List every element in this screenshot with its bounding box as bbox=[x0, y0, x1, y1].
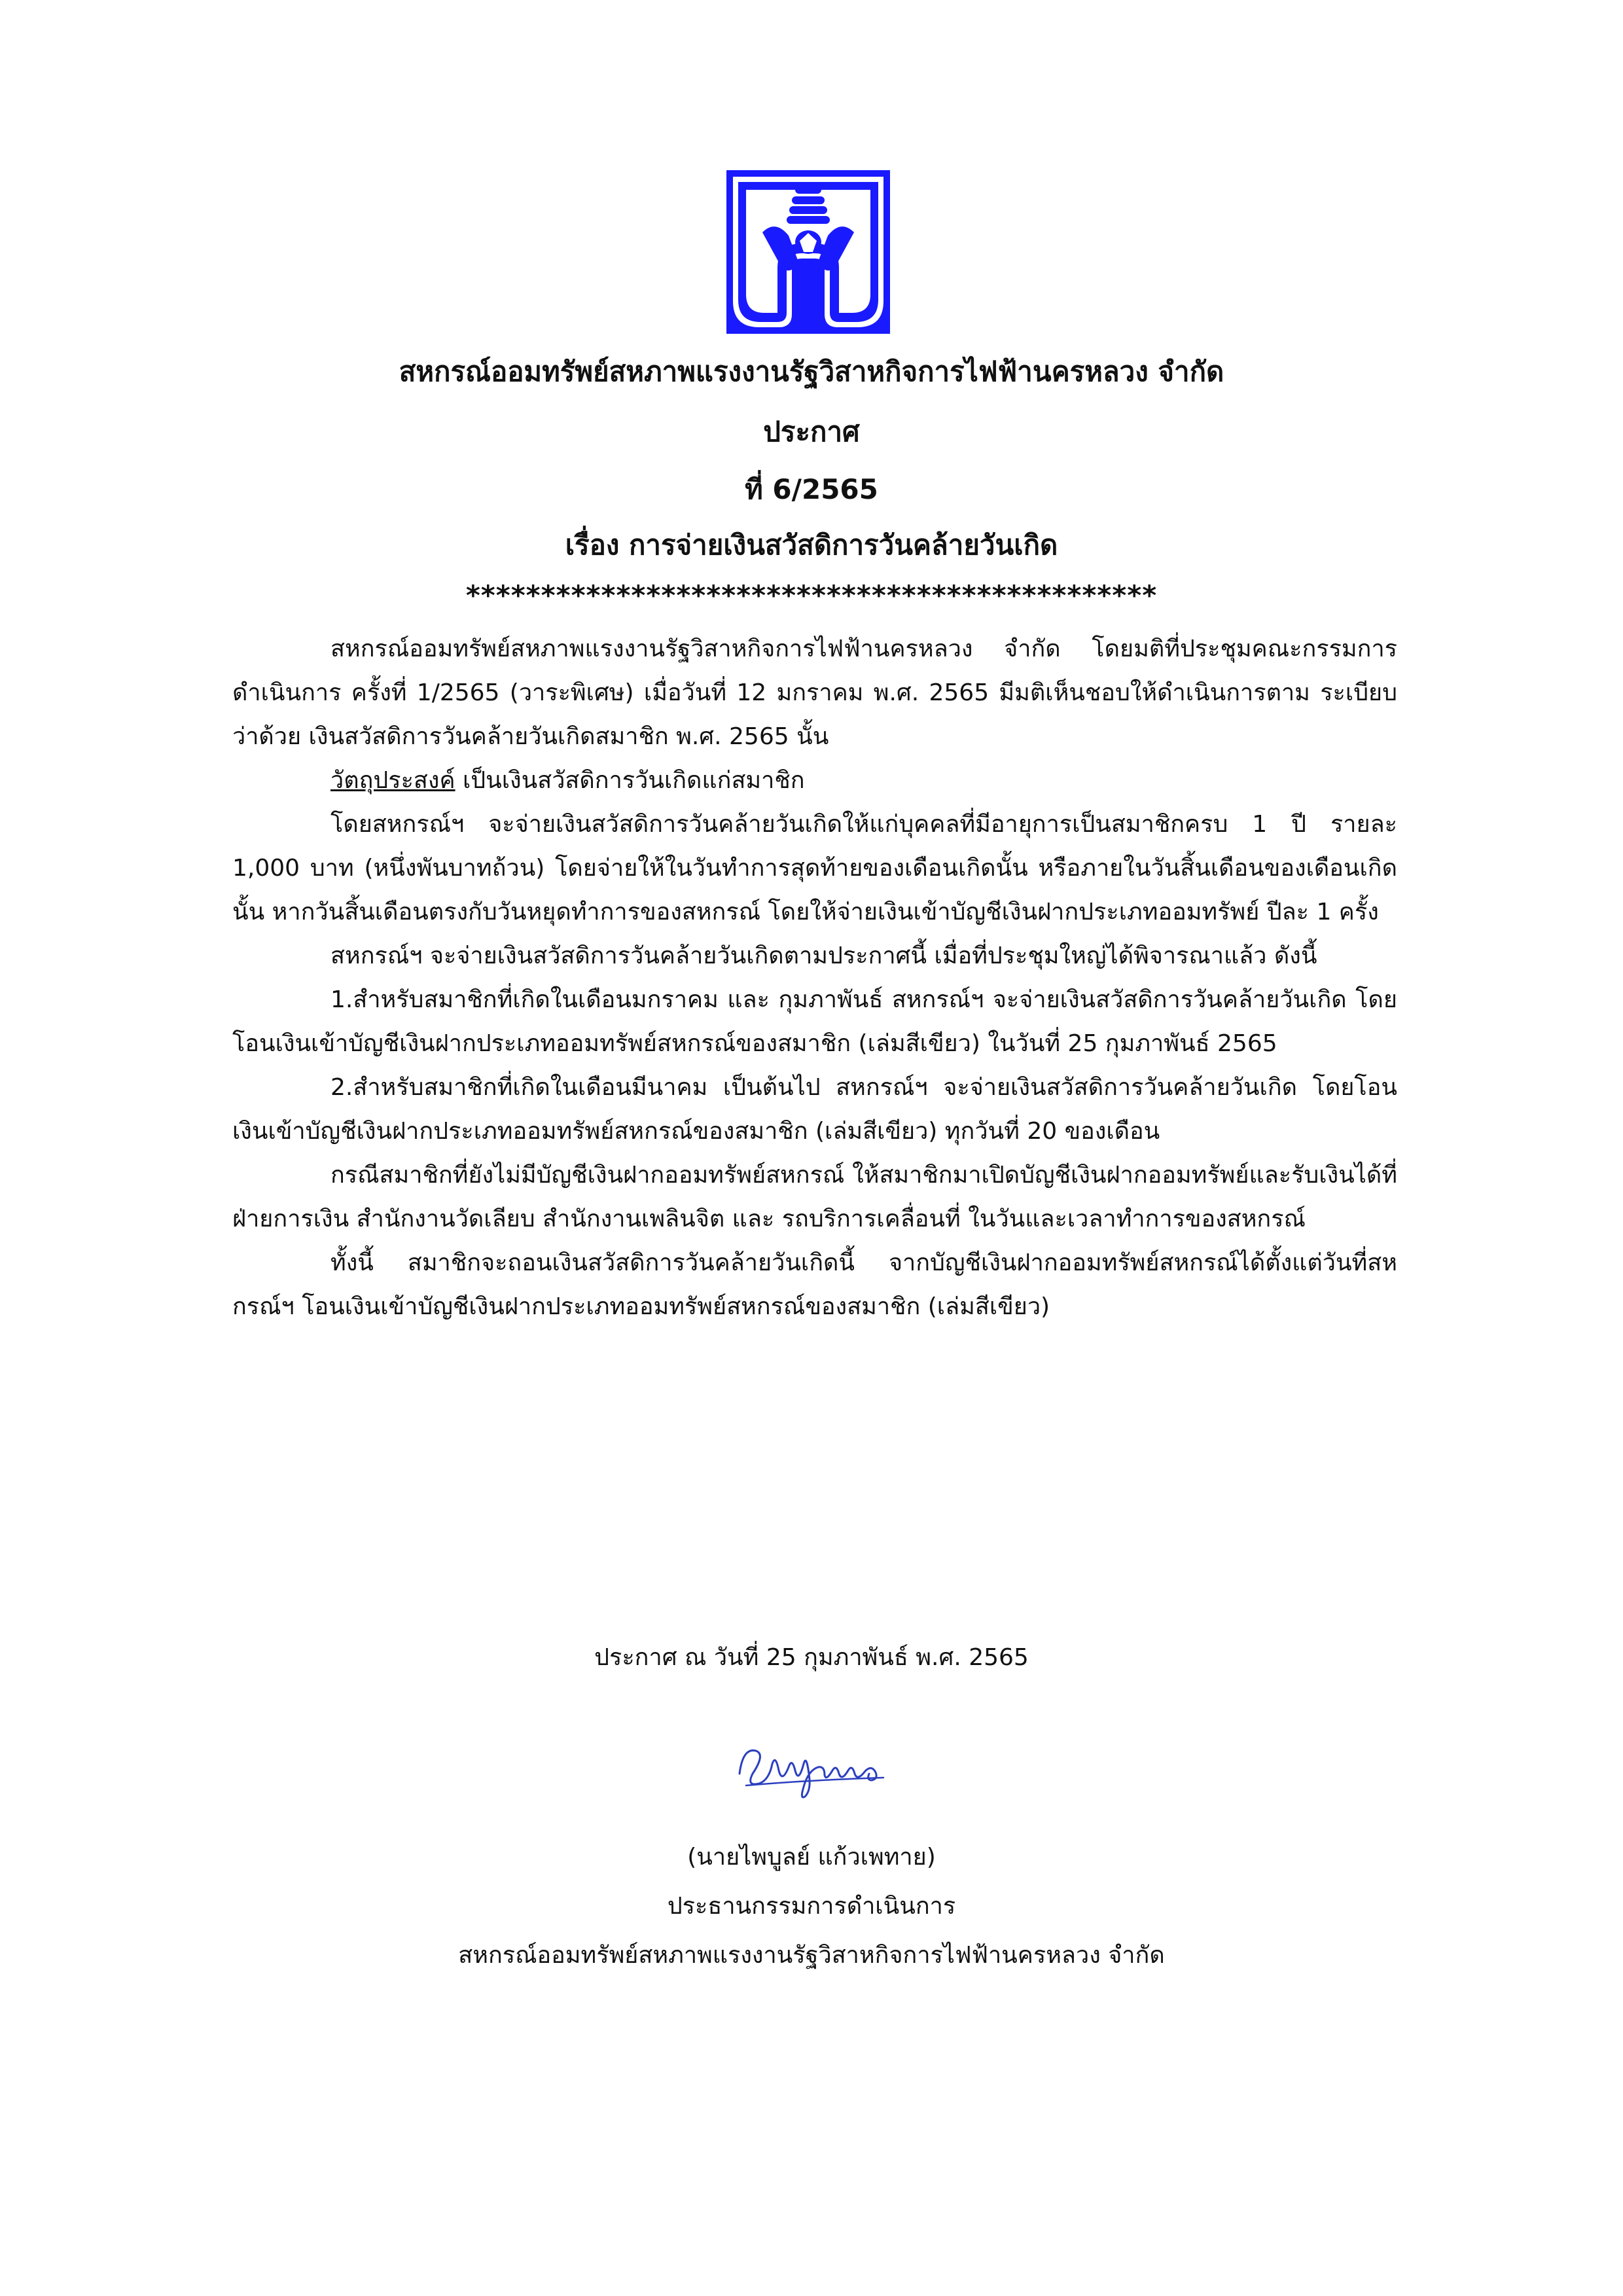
schedule-item-1: 1.สำหรับสมาชิกที่เกิดในเดือนมกราคม และ กุมภาพันธ์ สหกรณ์ฯ จะจ่ายเงินสวัสดิการวันคล้ายวันเกิด โดยโอนเงินเข้าบัญชีเงินฝากประเภทออมทรัพย์สหกรณ์ของสมาชิก (เล่มสีเขียว) ในวันที่ 25 กุมภาพันธ์ 2565 bbox=[232, 986, 1397, 1057]
announcement-body bbox=[232, 627, 1397, 1329]
objective-text: เป็นเงินสวัสดิการวันเกิดแก่สมาชิก bbox=[455, 767, 805, 794]
schedule-item-2: 2.สำหรับสมาชิกที่เกิดในเดือนมีนาคม เป็นต้นไป สหกรณ์ฯ จะจ่ายเงินสวัสดิการวันคล้ายวันเกิด โดยโอนเงินเข้าบัญชีเงินฝากประเภทออมทรัพย์สหกรณ์ของสมาชิก (เล่มสีเขียว) ทุกวันที่ 20 ของเดือน bbox=[232, 1074, 1397, 1145]
payment-paragraph: โดยสหกรณ์ฯ จะจ่ายเงินสวัสดิการวันคล้ายวันเกิดให้แก่บุคคลที่มีอายุการเป็นสมาชิกครบ 1 ปี รายละ 1,000 บาท (หนึ่งพันบาทถ้วน) โดยจ่ายให้ในวันทำการสุดท้ายของเดือนเกิดนั้น หรือภายในวันสิ้นเดือนของเดือนเกิดนั้น หากวันสิ้นเดือนตรงกับวันหยุดทำการของสหกรณ์ โดยให้จ่ายเงินเข้าบัญชีเงินฝากประเภทออมทรัพย์ ปีละ 1 ครั้ง bbox=[232, 811, 1397, 925]
announcement-number: ที่ 6/2565 bbox=[745, 473, 878, 505]
cooperative-logo-icon bbox=[726, 170, 890, 334]
signer-title: ประธานกรรมการดำเนินการ bbox=[667, 1893, 956, 1920]
cooperative-logo bbox=[726, 170, 890, 334]
announcement-title: ประกาศ bbox=[763, 416, 860, 448]
separator-line: ********************************************** bbox=[465, 579, 1158, 611]
no-account-paragraph: กรณีสมาชิกที่ยังไม่มีบัญชีเงินฝากออมทรัพย์สหกรณ์ ให้สมาชิกมาเปิดบัญชีเงินฝากออมทรัพย์และรับเงินได้ที่ฝ่ายการเงิน สำนักงานวัดเลียบ สำนักงานเพลินจิต และ รถบริการเคลื่อนที่ ในวันและเวลาทำการของสหกรณ์ bbox=[232, 1162, 1397, 1232]
intro-paragraph: สหกรณ์ออมทรัพย์สหภาพแรงงานรัฐวิสาหกิจการไฟฟ้านครหลวง จำกัด โดยมติที่ประชุมคณะกรรมการดำเนินการ ครั้งที่ 1/2565 (วาระพิเศษ) เมื่อวันที่ 12 มกราคม พ.ศ. 2565 มีมติเห็นชอบให้ดำเนินการตาม ระเบียบ ว่าด้วย เงินสวัสดิการวันคล้ายวันเกิดสมาชิก พ.ศ. 2565 นั้น bbox=[232, 636, 1397, 750]
withdraw-paragraph: ทั้งนี้ สมาชิกจะถอนเงินสวัสดิการวันคล้ายวันเกิดนี้ จากบัญชีเงินฝากออมทรัพย์สหกรณ์ได้ตั้งแต่วันที่สหกรณ์ฯ โอนเงินเข้าบัญชีเงินฝากประเภทออมทรัพย์สหกรณ์ของสมาชิก (เล่มสีเขียว) bbox=[232, 1249, 1397, 1320]
objective-label: วัตถุประสงค์ bbox=[330, 767, 455, 794]
signature-icon bbox=[726, 1734, 897, 1806]
organization-name: สหกรณ์ออมทรัพย์สหภาพแรงงานรัฐวิสาหกิจการไฟฟ้านครหลวง จำกัด bbox=[399, 355, 1224, 387]
handwritten-signature bbox=[726, 1734, 897, 1806]
declaration-date: ประกาศ ณ วันที่ 25 กุมภาพันธ์ พ.ศ. 2565 bbox=[594, 1644, 1029, 1671]
announcement-subject: เรื่อง การจ่ายเงินสวัสดิการวันคล้ายวันเกิด bbox=[565, 529, 1058, 561]
signer-name: (นายไพบูลย์ แก้วเพทาย) bbox=[687, 1844, 936, 1871]
objective-paragraph bbox=[232, 759, 1397, 802]
signer-organization: สหกรณ์ออมทรัพย์สหภาพแรงงานรัฐวิสาหกิจการไฟฟ้านครหลวง จำกัด bbox=[458, 1942, 1165, 1969]
schedule-paragraph: สหกรณ์ฯ จะจ่ายเงินสวัสดิการวันคล้ายวันเกิดตามประกาศนี้ เมื่อที่ประชุมใหญ่ได้พิจารณาแล้ว ดังนี้ bbox=[330, 942, 1317, 969]
